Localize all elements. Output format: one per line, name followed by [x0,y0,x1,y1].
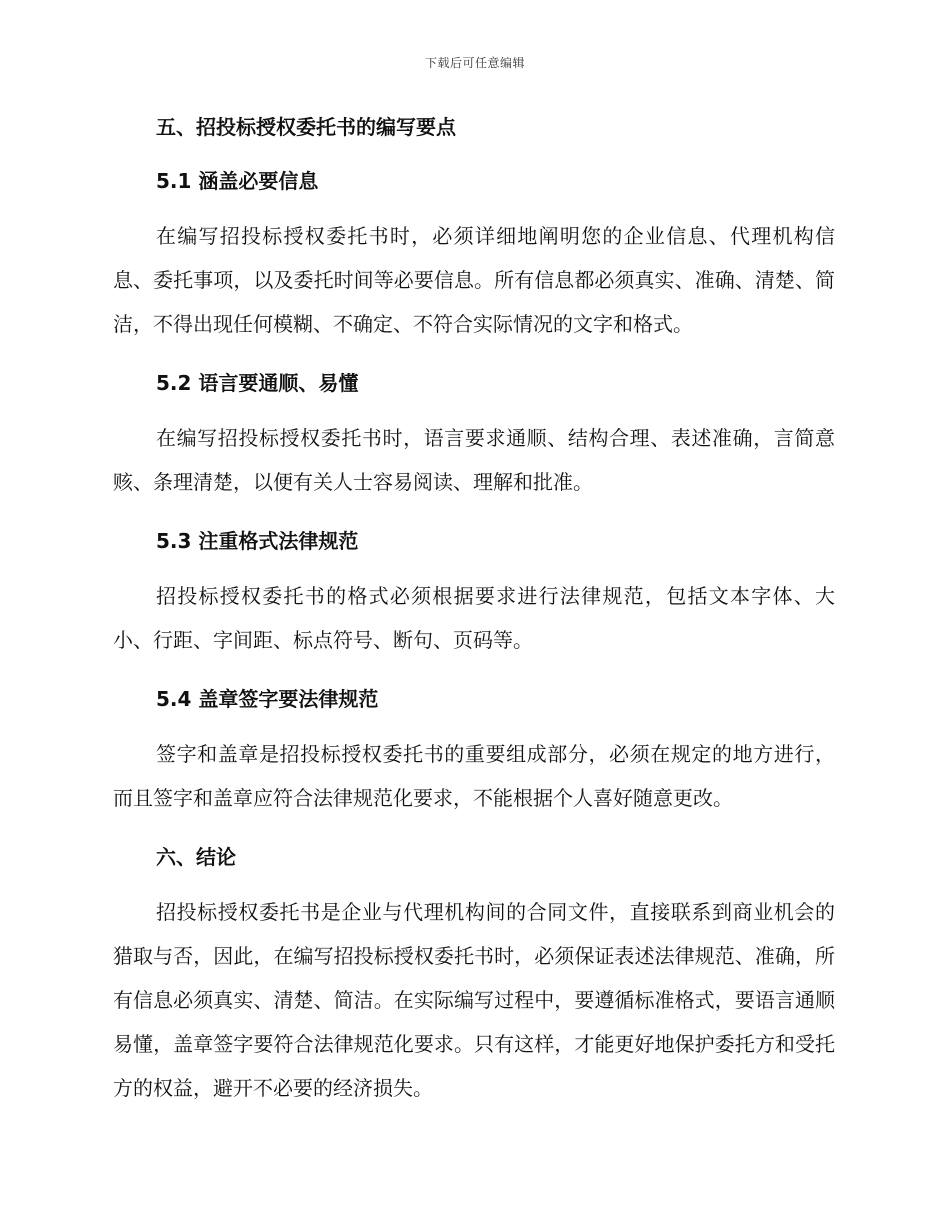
section-paragraph-6: 招投标授权委托书是企业与代理机构间的合同文件，直接联系到商业机会的猎取与否，因此，在编写招投标授权委托书时，必须保证表述法律规范、准确，所有信息必须真实、清楚、简洁。在实际编写过程中，要遵循标准格式，要语言通顺易懂，盖章签字要符合法律规范化要求。只有这样，才能更好地保护委托方和受托方的权益，避开不必要的经济损失。 [113,900,835,1100]
section-heading-5-1: 5.1 涵盖必要信息 [156,169,319,193]
section-paragraph-5-1: 在编写招投标授权委托书时，必须详细地阐明您的企业信息、代理机构信息、委托事项，以及委托时间等必要信息。所有信息都必须真实、准确、清楚、简洁，不得出现任何模糊、不确定、不符合实际情况的文字和格式。 [113,224,835,336]
section-heading-5: 五、招投标授权委托书的编写要点 [156,115,456,139]
section-paragraph-5-3: 招投标授权委托书的格式必须根据要求进行法律规范，包括文本字体、大小、行距、字间距、标点符号、断句、页码等。 [113,584,835,652]
section-paragraph-5-2: 在编写招投标授权委托书时，语言要求通顺、结构合理、表述准确，言简意赅、条理清楚，以便有关人士容易阅读、理解和批准。 [113,426,835,494]
document-body [113,112,835,1132]
section-heading-6: 六、结论 [156,845,236,869]
section-heading-5-2: 5.2 语言要通顺、易懂 [156,371,359,395]
section-heading-5-4: 5.4 盖章签字要法律规范 [156,687,379,711]
section-paragraph-5-4: 签字和盖章是招投标授权委托书的重要组成部分，必须在规定的地方进行，而且签字和盖章应符合法律规范化要求，不能根据个人喜好随意更改。 [113,742,835,810]
page-header: 下载后可任意编辑 [424,56,525,70]
section-heading-5-3: 5.3 注重格式法律规范 [156,529,359,553]
